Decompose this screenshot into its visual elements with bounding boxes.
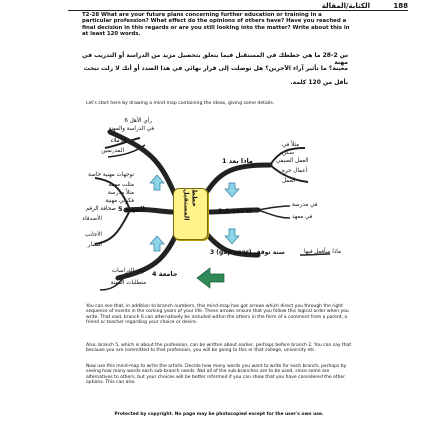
left-top-sub: في الدراسة والمهنة — [108, 126, 154, 132]
left-middle-2-item-3: انتشار — [87, 242, 102, 248]
arrow-up-1 — [150, 175, 164, 190]
right-top-item-2: سكن — [282, 150, 295, 156]
left-middle-2-item-2: الأجانب — [85, 232, 102, 238]
left-bottom-item-2: متطلبات المهنة — [110, 280, 146, 286]
header-title: الكتابة/المقالة — [321, 2, 370, 10]
body-paragraph-1: You can see that, in addition to branch numbers, this mind-map has got arrows which direct you through the right sequence of events in the coming years of your life. These arrows ensure that you follow this logical order when you write. That said, branch 6 can alternatively be included within the others in the form of a comment from a parent, a friend or teacher regarding your choice or desire. — [86, 304, 349, 325]
left-top-number: 6 رأي الأهل — [124, 118, 152, 124]
right-top-item-3: العمل الصيفي — [276, 158, 309, 164]
right-bottom-number: 3 (gap year) سنة توقف — [210, 249, 285, 256]
left-bottom-number: 4 جامعة — [152, 270, 178, 278]
right-top-item-4: أعمال حرة — [282, 168, 308, 174]
subbranch-right-middle-1 — [258, 206, 290, 210]
subbranch-right-middle-2 — [258, 210, 290, 218]
body-paragraph-2: Also, branch 5, which is about the profession, can be written about earlier, perhaps before branch 2. You can say that because you are committed to that profession, you will be going to this or that college, university etc. — [86, 343, 352, 354]
left-middle-item-2: مثلت مهمة — [108, 182, 134, 188]
left-bottom-item-1: توفر الدراسات — [111, 268, 146, 274]
left-middle-number: 5 المهنة — [118, 205, 145, 213]
question-arabic-line-2: معينة؟ ما تأثير آراء الآخرين؟ هل توصلت إلى قرار نهائي في هذا الصدد أو أنك لا زلت تبحث — [83, 65, 348, 72]
right-bottom-item-1: ماذا سأفعل فيها — [304, 249, 341, 255]
left-top-item-2: المدرسين — [101, 148, 124, 154]
page-number: 188 — [393, 2, 408, 10]
arrow-down-1 — [225, 183, 239, 197]
left-middle-item-3: مثلاً مدرسة — [107, 190, 134, 196]
arrow-down-2 — [225, 229, 239, 244]
arrow-up-2 — [150, 236, 164, 251]
left-middle-item-1: توجهات مهنية خاصة — [88, 172, 134, 178]
right-top-item-5: العمل — [282, 178, 296, 184]
left-middle-2-item-1: الأصدقاء — [82, 216, 102, 222]
right-middle-item-2: في معهد — [292, 214, 313, 220]
body-paragraph-3: Now use this mind-map to write the article. Decide how many words you want to write for each branch, perhaps by seeing how many words each sub-branch needs. Not all of the sub-branches are to be used, since some are alternatives to others, but your choices will be better informed if you can show that you have considered the other options. This can also — [86, 364, 347, 385]
right-top-item-1: مثلاً في — [282, 142, 300, 148]
mind-map-center — [173, 188, 208, 240]
left-top-item-1: الزملاء — [110, 138, 126, 144]
right-middle-number: 2 A-Level — [218, 207, 252, 215]
intro-text: Let's start here by drawing a mind map containing the ideas, giving some details. — [86, 101, 275, 106]
arrow-left-green — [197, 268, 224, 288]
copyright-footer: Protected by copyright. No page may be photocopied except for the user's own use. — [114, 412, 324, 417]
question-arabic-line-1: س 2-28 ما هي خططك في المستقبل فيما يتعلق بتحصيل مزيد من الدراسة أو التدريب في مهنة — [82, 52, 348, 66]
left-middle-item-5: صحافة الرقم — [85, 206, 116, 212]
question-arabic-line-3: بأقل من 120 كلمة. — [290, 79, 348, 86]
question-english: T2-28 What are your future plans concerning further education or training in a particular profession? What effect do the opinions of others have? Have you reached a final decision in this regards or are you still looking into the matter? Write about this in at least 120 words. — [82, 12, 350, 37]
left-middle-item-4: فكرتي مهنية — [105, 198, 134, 204]
right-middle-item-1: في مدرسة — [292, 202, 318, 208]
mind-map-center-label: خطط المستقبل — [182, 189, 199, 221]
right-top-number: 1 ماذا بعد — [222, 157, 253, 165]
